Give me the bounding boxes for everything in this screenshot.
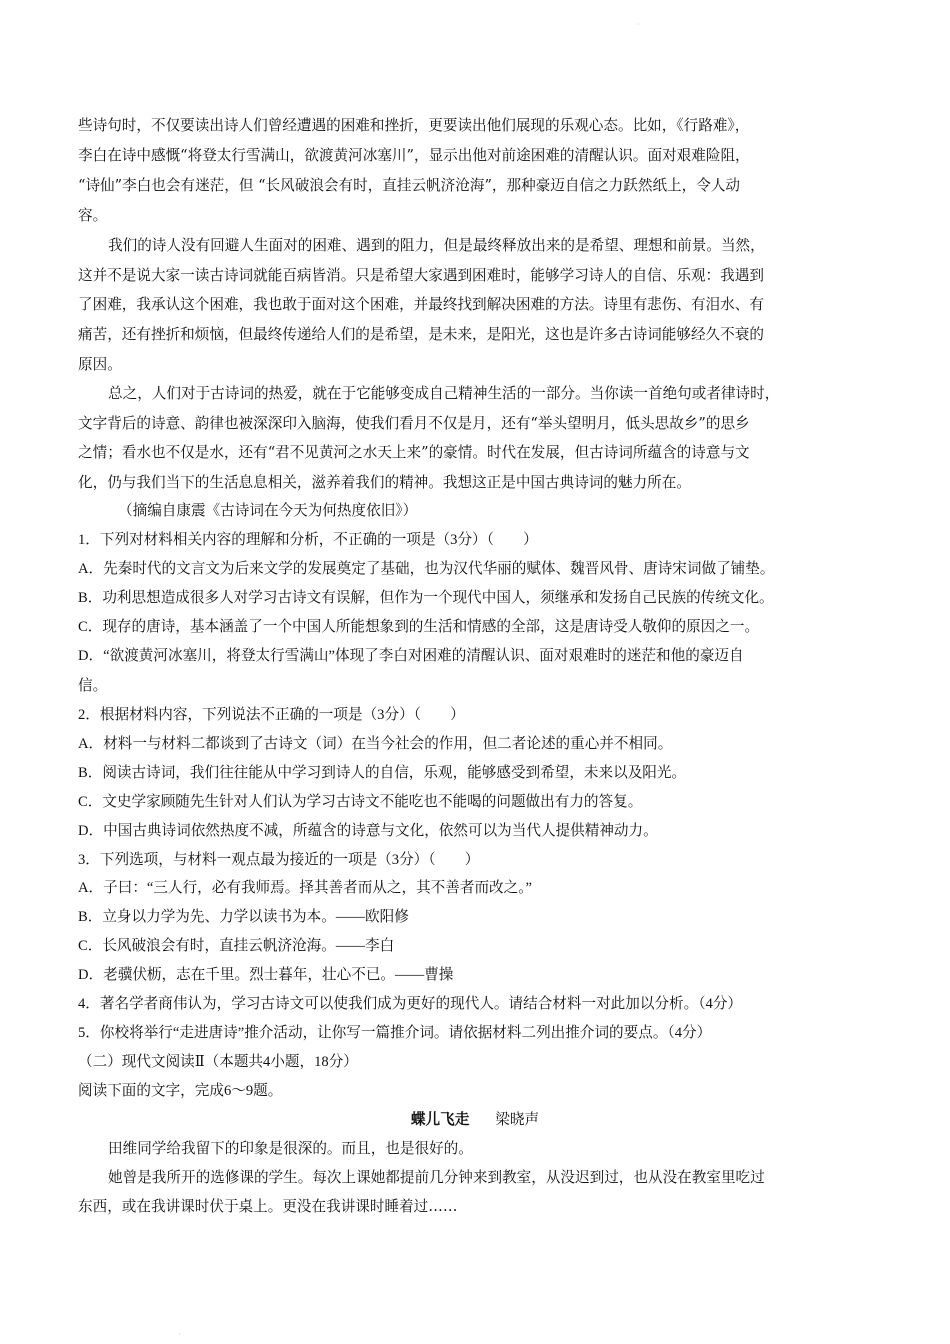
story-title: 蝶儿飞走: [410, 1111, 470, 1128]
option-line: D．老骥伏枥，志在千里。烈士暮年，壮心不已。——曹操: [78, 967, 454, 983]
paragraph-line: 李白在诗中感慨“将登太行雪满山，欲渡黄河冰塞川”，显示出他对前途困难的清醒认识。面对艰难险阻，: [78, 147, 750, 164]
option-line: 信。: [78, 678, 108, 694]
scan-speck: ·: [637, 20, 640, 29]
paragraph-line: 文字背后的诗意、韵律也被深深印入脑海，使我们看月不仅是月，还有“举头望明月，低头思故乡”的思乡: [78, 415, 750, 432]
option-line: D．“欲渡黄河冰塞川，将登太行雪满山”体现了李白对困难的清醒认识、面对艰难时的迷茫和他的豪迈自: [78, 648, 744, 664]
option-line: B．阅读古诗词，我们往往能从中学习到诗人的自信，乐观，能够感受到希望，未来以及阳光。: [78, 765, 687, 781]
paragraph-line: “诗仙”李白也会有迷茫，但 “长风破浪会有时，直挂云帆济沧海”，那种豪迈自信之力跃然纸上，令人动: [78, 177, 741, 194]
option-line: B．功利思想造成很多人对学习古诗文有误解，但作为一个现代中国人，须继承和发扬自己民族的传统文化。: [78, 590, 774, 606]
question-2: 2．根据材料内容，下列说法不正确的一项是（3分）（ ）: [78, 707, 465, 723]
paragraph-line: 容。: [78, 207, 108, 224]
question-4: 4．著名学者商伟认为，学习古诗文可以使我们成为更好的现代人。请结合材料一对此加以分析。（4分）: [78, 996, 743, 1012]
option-line: D．中国古典诗词依然热度不减，所蕴含的诗意与文化，依然可以为当代人提供精神动力。: [78, 823, 658, 839]
paragraph-line: 之情；看水也不仅是水，还有“君不见黄河之水天上来”的豪情。时代在发展，但古诗词所蕴含的诗意与文: [78, 444, 750, 461]
paragraph-line: 化，仍与我们当下的生活息息相关，滋养着我们的精神。我想这正是中国古典诗词的魅力所在。: [78, 474, 691, 491]
story-title-line: [0, 1110, 950, 1130]
paragraph-line: 总之，人们对于古诗词的热爱，就在于它能够变成自己精神生活的一部分。当你读一首绝句或者律诗时，: [108, 385, 780, 402]
option-line: C．文史学家顾随先生针对人们认为学习古诗文不能吃也不能喝的问题做出有力的答复。: [78, 794, 643, 810]
option-line: A．材料一与材料二都谈到了古诗文（词）在当今社会的作用，但二者论述的重心并不相同。: [78, 736, 673, 752]
option-line: B．立身以力学为先、力学以读书为本。——欧阳修: [78, 909, 409, 925]
story-line: 东西，或在我讲课时伏于桌上。更没在我讲课时睡着过……: [78, 1198, 458, 1215]
section-instruction: 阅读下面的文字，完成6～9题。: [78, 1083, 283, 1099]
scan-speck: ·: [178, 1330, 181, 1339]
question-5: 5．你校将举行“走进唐诗”推介活动，让你写一篇推介词。请依据材料二列出推介词的要点。（4分）: [78, 1025, 712, 1041]
option-line: A．先秦时代的文言文为后来文学的发展奠定了基础，也为汉代华丽的赋体、魏晋风骨、唐诗宋词做了铺垫。: [78, 561, 775, 577]
story-line: 她曾是我所开的选修课的学生。每次上课她都提前几分钟来到教室，从没迟到过，也从没在教室里吃过: [108, 1169, 765, 1186]
paragraph-line: 原因。: [78, 356, 122, 373]
story-line: 田维同学给我留下的印象是很深的。而且，也是很好的。: [108, 1140, 473, 1157]
source-citation: （摘编自康震《古诗词在今天为何热度依旧》）: [118, 503, 418, 519]
story-author: 梁晓声: [495, 1111, 540, 1128]
paragraph-line: 我们的诗人没有回避人生面对的困难、遇到的阻力，但是最终释放出来的是希望、理想和前景。当然，: [108, 237, 765, 254]
option-line: A．子曰：“三人行，必有我师焉。择其善者而从之，其不善者而改之。”: [78, 880, 533, 896]
question-1: 1．下列对材料相关内容的理解和分析，不正确的一项是（3分）（ ）: [78, 532, 538, 548]
option-line: C．长风破浪会有时，直挂云帆济沧海。——李白: [78, 938, 395, 954]
question-3: 3．下列选项，与材料一观点最为接近的一项是（3分）（ ）: [78, 852, 480, 868]
paragraph-line: 了困难，我承认这个困难，我也敢于面对这个困难，并最终找到解决困难的方法。诗里有悲伤、有泪水、有: [78, 296, 764, 313]
paragraph-line: 这并不是说大家一读古诗词就能百病皆消。只是希望大家遇到困难时，能够学习诗人的自信、乐观：我遇到: [78, 267, 764, 284]
paragraph-line: 些诗句时，不仅要读出诗人们曾经遭遇的困难和挫折，更要读出他们展现的乐观心态。比如，《行路难》，: [78, 117, 750, 134]
paragraph-line: 痛苦，还有挫折和烦恼，但最终传递给人们的是希望，是未来，是阳光，这也是许多古诗词能够经久不衰的: [78, 326, 764, 343]
option-line: C．现存的唐诗，基本涵盖了一个中国人所能想象到的生活和情感的全部，这是唐诗受人敬仰的原因之一。: [78, 619, 760, 635]
section-heading: （二）现代文阅读Ⅱ（本题共4小题，18分）: [78, 1054, 358, 1070]
